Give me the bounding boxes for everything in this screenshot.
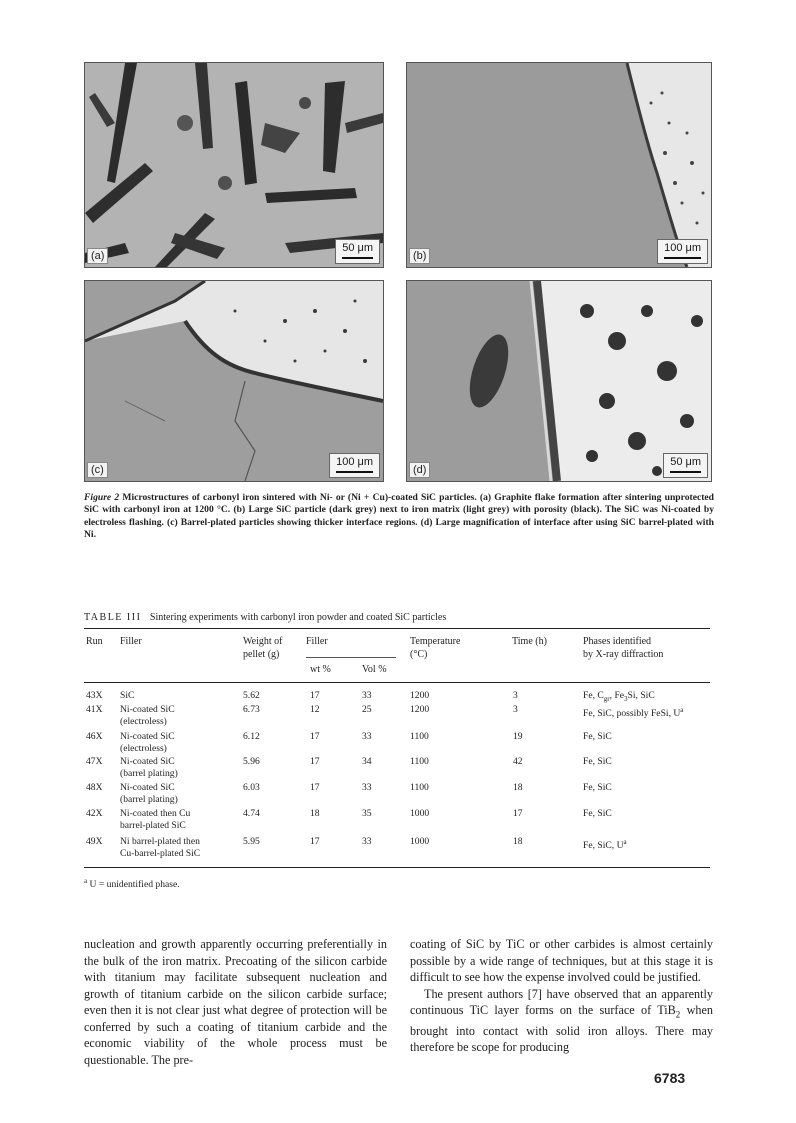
cell-vol: 35 <box>362 808 372 819</box>
cell-wt: 17 <box>310 836 320 847</box>
header-phases-1: Phases identified <box>583 636 652 647</box>
cell-time: 42 <box>513 756 523 767</box>
header-run: Run <box>86 636 103 647</box>
cell-run: 48X <box>86 782 103 793</box>
cell-temperature: 1200 <box>410 690 430 701</box>
panel-label-d: (d) <box>409 462 430 478</box>
micrograph-panel-d <box>406 280 712 482</box>
scale-bar-b-line <box>664 257 701 259</box>
cell-filler: (barrel plating) <box>120 794 178 806</box>
cell-wt: 18 <box>310 808 320 819</box>
scale-bar-b <box>657 239 708 264</box>
table-top-rule <box>84 628 710 629</box>
table-footnote-text: U = unidentified phase. <box>89 879 180 891</box>
cell-filler: (electroless) <box>120 743 167 755</box>
cell-time: 3 <box>513 704 518 715</box>
scale-bar-d-line <box>670 471 701 473</box>
cell-phases: Fe, SiC, possibly FeSi, $U^a$ <box>583 706 684 720</box>
cell-wt: 17 <box>310 756 320 767</box>
figure-caption-text: Microstructures of carbonyl iron sintered with Ni- or (Ni + Cu)-coated SiC particles. (a) Graphite flake formation after sintering unprotected SiC with carbonyl iron at 1200 °C. (b) Large SiC particle (dark grey) next to iron matrix (light grey) with porosity (black). The SiC was Ni-coated by electroless flashing. (c) Barrel-plated particles showing thicker interface regions. (d) Large magnification of interface after using SiC barrel-plated with Ni. <box>84 492 715 541</box>
micrograph-panel-a <box>84 62 384 268</box>
body-left-paragraph: nucleation and growth apparently occurring preferentially in the bulk of the iron matrix. Precoating of the silicon carbide with titanium may facilitate subsequent nucleation and growth of titanium carbide on the silicon carbide surface; even then it is not clear just what degree of protection will be conferred by such a coating of titanium carbide and the economic viability of the whole process must be questionable. The pre- <box>84 937 387 1067</box>
cell-run: 41X <box>86 704 103 715</box>
micrograph-b-image <box>407 63 711 267</box>
cell-weight: 5.96 <box>243 756 260 767</box>
cell-filler: Ni barrel-plated then <box>120 836 200 847</box>
cell-filler: Ni-coated SiC <box>120 756 175 767</box>
cell-phases: Fe, SiC <box>583 731 612 742</box>
cell-weight: 6.12 <box>243 731 260 742</box>
cell-vol: 33 <box>362 690 372 701</box>
cell-vol: 33 <box>362 731 372 742</box>
cell-weight: 5.95 <box>243 836 260 847</box>
header-filler: Filler <box>120 636 142 647</box>
cell-vol: 34 <box>362 756 372 767</box>
panel-label-b: (b) <box>409 248 430 264</box>
cell-filler: barrel-plated SiC <box>120 820 186 832</box>
cell-vol: 33 <box>362 836 372 847</box>
micrograph-a-image <box>85 63 383 267</box>
cell-run: 43X <box>86 690 103 701</box>
header-phases-2: by X-ray diffraction <box>583 649 664 660</box>
cell-temperature: 1200 <box>410 704 430 715</box>
cell-temperature: 1000 <box>410 808 430 819</box>
table-caption <box>84 612 446 623</box>
body-right-column <box>410 936 713 1056</box>
cell-wt: 12 <box>310 704 320 715</box>
cell-filler: Ni-coated then Cu <box>120 808 191 819</box>
cell-filler: SiC <box>120 690 135 701</box>
cell-temperature: 1000 <box>410 836 430 847</box>
scale-bar-d-text: 50 μm <box>670 456 701 468</box>
cell-filler: Ni-coated SiC <box>120 731 175 742</box>
header-temperature-2: (°C) <box>410 649 428 660</box>
cell-time: 18 <box>513 836 523 847</box>
header-temperature-1: Temperature <box>410 636 461 647</box>
cell-filler: Ni-coated SiC <box>120 782 175 793</box>
header-weight-2: pellet (g) <box>243 649 280 660</box>
scale-bar-a-text: 50 μm <box>342 242 373 254</box>
scale-bar-c <box>329 453 380 478</box>
micrograph-panel-b <box>406 62 712 268</box>
cell-time: 18 <box>513 782 523 793</box>
cell-vol: 25 <box>362 704 372 715</box>
cell-run: 49X <box>86 836 103 847</box>
table-label: TABLE III <box>84 612 142 623</box>
micrograph-panel-c <box>84 280 384 482</box>
body-left-column <box>84 936 387 1068</box>
cell-phases: Fe, SiC <box>583 756 612 767</box>
scale-bar-d <box>663 453 708 478</box>
header-filler-rule <box>306 657 396 658</box>
body-right-paragraph-2: The present authors [7] have observed that an apparently continuous TiC layer forms on the surface of TiB$_2$ when brought into contact with solid iron alloys. There may therefore be scope for producing <box>410 986 714 1055</box>
cell-phases: Fe, SiC <box>583 808 612 819</box>
cell-weight: 6.73 <box>243 704 260 715</box>
page-number: 6783 <box>654 1070 686 1086</box>
cell-filler: (electroless) <box>120 716 167 728</box>
table-bottom-rule <box>84 867 710 868</box>
cell-weight: 5.62 <box>243 690 260 701</box>
cell-time: 19 <box>513 731 523 742</box>
table-header-rule <box>84 682 710 683</box>
cell-weight: 4.74 <box>243 808 260 819</box>
scale-bar-b-text: 100 μm <box>664 242 701 254</box>
figure-caption <box>84 492 714 542</box>
cell-phases: Fe, $C_{gr}$, $Fe_3Si$, SiC <box>583 690 655 703</box>
header-filler-group: Filler <box>306 636 328 647</box>
header-time: Time (h) <box>512 636 547 647</box>
cell-temperature: 1100 <box>410 782 429 793</box>
panel-label-a: (a) <box>87 248 108 264</box>
scale-bar-a-line <box>342 257 373 259</box>
cell-phases: Fe, SiC <box>583 782 612 793</box>
cell-weight: 6.03 <box>243 782 260 793</box>
cell-vol: 33 <box>362 782 372 793</box>
scale-bar-c-line <box>336 471 373 473</box>
table-title: Sintering experiments with carbonyl iron powder and coated SiC particles <box>149 612 447 623</box>
cell-wt: 17 <box>310 782 320 793</box>
cell-filler: Cu-barrel-plated SiC <box>120 848 201 860</box>
micrograph-c-image <box>85 281 383 481</box>
cell-wt: 17 <box>310 731 320 742</box>
panel-label-c: (c) <box>87 462 108 478</box>
cell-wt: 17 <box>310 690 320 701</box>
cell-filler: (barrel plating) <box>120 768 178 780</box>
header-weight-1: Weight of <box>243 636 283 647</box>
cell-temperature: 1100 <box>410 756 429 767</box>
cell-run: 42X <box>86 808 103 819</box>
cell-phases: Fe, SiC, $U^a$ <box>583 838 627 852</box>
cell-filler: Ni-coated SiC <box>120 704 175 715</box>
header-vol: Vol % <box>362 664 387 675</box>
scale-bar-a <box>335 239 380 264</box>
cell-time: 17 <box>513 808 523 819</box>
cell-run: 47X <box>86 756 103 767</box>
cell-time: 3 <box>513 690 518 701</box>
cell-temperature: 1100 <box>410 731 429 742</box>
body-right-paragraph-1: coating of SiC by TiC or other carbides is almost certainly possible by a wide range of techniques, but at this stage it is difficult to see how the expense involved could be justified. <box>410 937 713 984</box>
table-footnote: $^a$ U = unidentified phase. <box>84 877 180 891</box>
micrograph-d-image <box>407 281 711 481</box>
header-wt: wt % <box>310 664 331 675</box>
scale-bar-c-text: 100 μm <box>336 456 373 468</box>
cell-run: 46X <box>86 731 103 742</box>
figure-caption-lead: Figure 2 <box>84 492 120 503</box>
